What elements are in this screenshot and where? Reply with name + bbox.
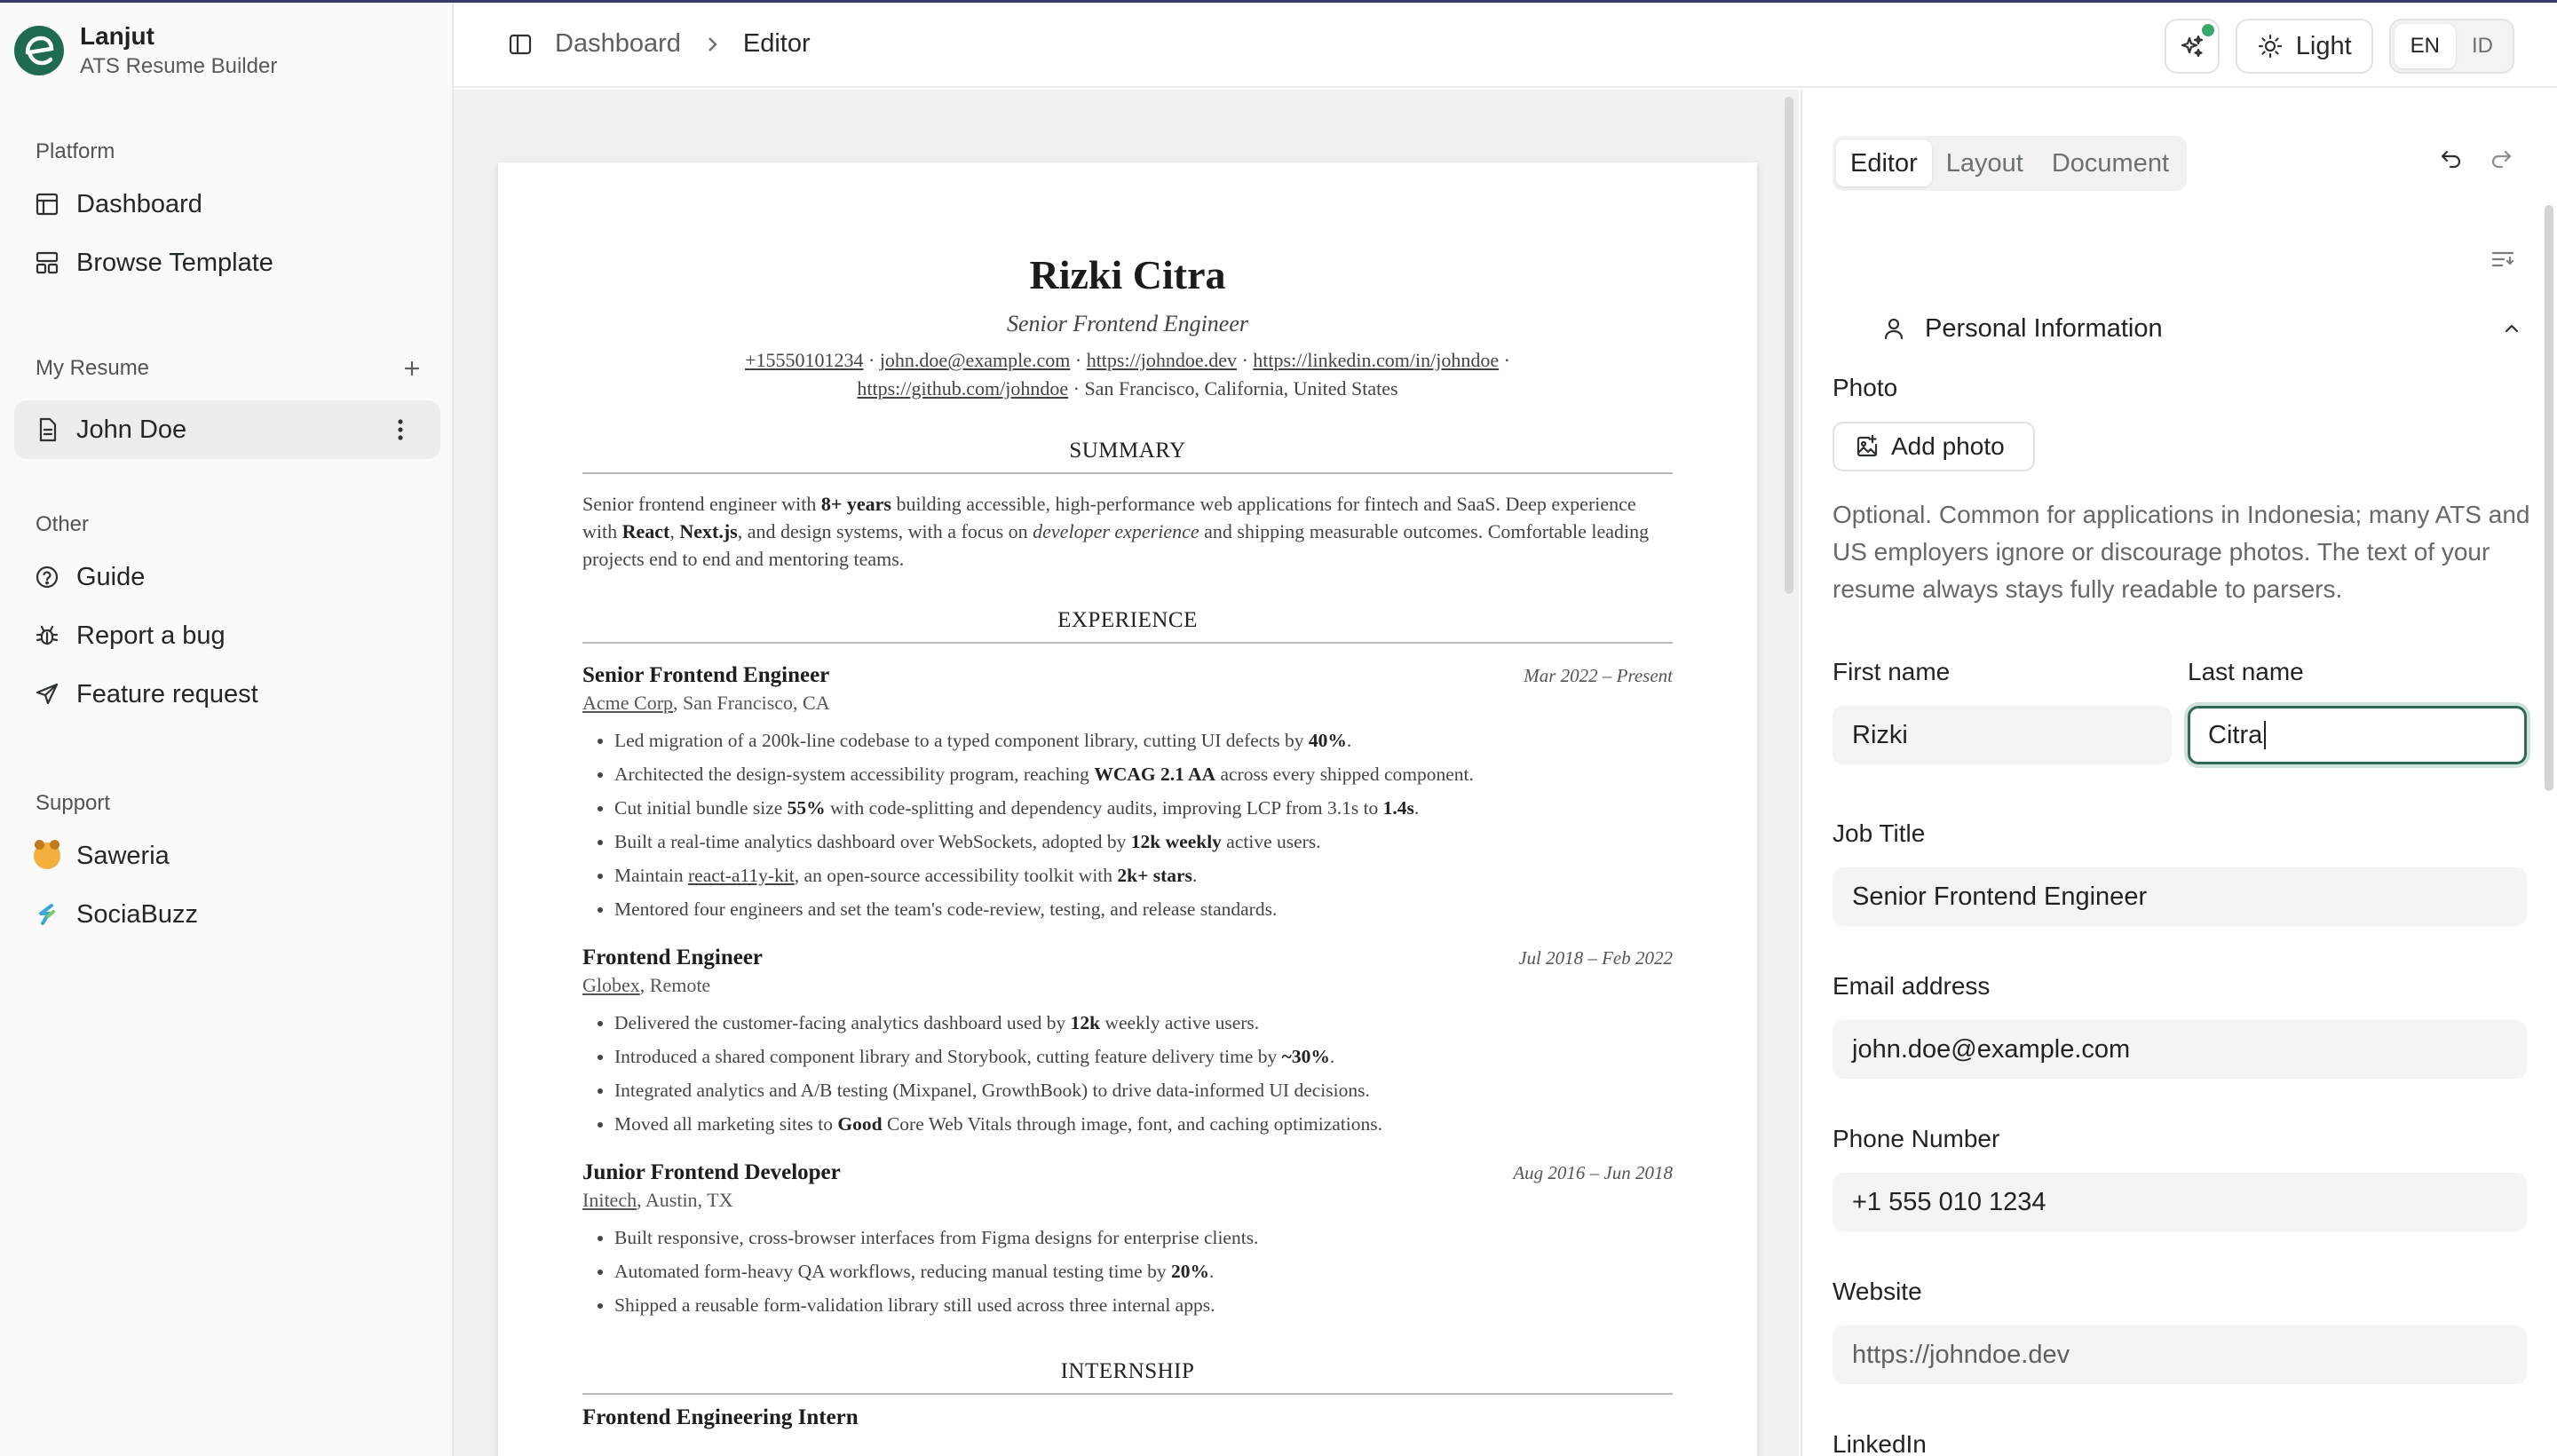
language-switcher [2389, 19, 2514, 74]
lang-id-button[interactable]: ID [2472, 34, 2493, 58]
editor-panel [1801, 90, 2557, 1456]
undo-redo-group [2438, 145, 2514, 171]
job-entry [582, 946, 1673, 1141]
sidebar-item-label: John Doe [76, 415, 187, 444]
bullet: • Built responsive, cross-browser interfaces from Figma designs for enterprise clients. [614, 1221, 1673, 1254]
top-actions [2165, 19, 2514, 74]
sociabuzz-icon [34, 901, 60, 928]
linkedin-label: LinkedIn [1833, 1430, 1927, 1456]
text-caret [2264, 721, 2266, 749]
add-photo-label: Add photo [1891, 432, 2005, 460]
job-role: Senior Frontend Engineer [582, 663, 830, 687]
job-dates: Jul 2018 – Feb 2022 [1518, 947, 1673, 969]
breadcrumb-editor: Editor [742, 29, 811, 58]
job-bullets [582, 1006, 1673, 1141]
bullet: • Built a real-time analytics dashboard over WebSockets, adopted by 12k weekly active users. [614, 825, 1673, 859]
resume-preview-canvas[interactable] [454, 90, 1799, 1456]
editor-tabs [1833, 136, 2187, 191]
phone-input[interactable]: +1 555 010 1234 [1833, 1173, 2527, 1231]
bullet: • Shipped a reusable form-validation library still used across three internal apps. [614, 1288, 1673, 1322]
bullet: • Led migration of a 200k-line codebase to a typed component library, cutting UI defects by 40%. [614, 724, 1673, 757]
lang-en-button[interactable]: EN [2395, 24, 2456, 68]
sidebar-item-label: SociaBuzz [76, 899, 199, 929]
sidebar-item-label: Browse Template [76, 248, 273, 277]
panel-scrollbar[interactable] [2545, 205, 2553, 791]
job-title-label: Job Title [1833, 819, 1926, 847]
section-summary-heading: SUMMARY [582, 439, 1673, 474]
section-experience-heading: EXPERIENCE [582, 608, 1673, 644]
section-internship-heading: INTERNSHIP [582, 1359, 1673, 1395]
resume-page [498, 162, 1757, 1456]
phone-label: Phone Number [1833, 1125, 2000, 1152]
reorder-list-icon[interactable] [2490, 246, 2516, 273]
name-row [1833, 658, 2527, 764]
tab-layout[interactable]: Layout [1945, 148, 2023, 178]
sidebar-item-report-bug[interactable] [14, 606, 440, 665]
bullet: • Integrated analytics and A/B testing (Mixpanel, GrowthBook) to drive data-informed UI decisions. [614, 1073, 1673, 1107]
email-label: Email address [1833, 972, 1991, 1000]
summary-text: Senior frontend engineer with 8+ years building accessible, high-performance web applications for fintech and SaaS. Deep experience with React, Next.js, and design systems, with a focus on developer experience and shipping measurable outcomes. Comfortable leading projects end to end and mentoring teams. [582, 493, 1650, 570]
image-plus-icon [1854, 433, 1880, 460]
sidebar-item-sociabuzz[interactable] [14, 885, 440, 944]
last-name-input[interactable]: Citra [2188, 706, 2527, 764]
undo-icon[interactable] [2438, 145, 2465, 171]
job-bullets [582, 1221, 1673, 1322]
email-block [1833, 972, 2527, 1079]
breadcrumb-dashboard[interactable]: Dashboard [555, 29, 681, 58]
template-icon [34, 249, 60, 276]
file-icon [34, 416, 60, 443]
contact-phone[interactable]: +15550101234 [745, 349, 864, 371]
phone-block [1833, 1125, 2527, 1231]
sidebar-item-label: Saweria [76, 841, 170, 870]
bullet: • Maintain react-a11y-kit, an open-source accessibility toolkit with 2k+ stars. [614, 859, 1673, 892]
send-icon [34, 681, 60, 708]
preview-scrollbar[interactable] [1785, 97, 1793, 594]
bullet: • Automated form-heavy QA workflows, reducing manual testing time by 20%. [614, 1254, 1673, 1288]
website-input[interactable]: https://johndoe.dev [1833, 1325, 2527, 1384]
user-icon [1880, 315, 1907, 342]
sidebar-item-label: Feature request [76, 679, 258, 708]
contact-website[interactable]: https://johndoe.dev [1086, 349, 1237, 371]
redo-icon[interactable] [2488, 145, 2514, 171]
photo-label: Photo [1833, 374, 1898, 401]
job-bullets [582, 724, 1673, 926]
tab-editor[interactable]: Editor [1836, 140, 1932, 186]
group-label-support: Support [36, 791, 111, 815]
sun-icon [2257, 33, 2284, 59]
section-title: Personal Information [1925, 313, 2163, 343]
job-title-block [1833, 819, 2527, 926]
job-org: Globex, Remote [582, 974, 711, 996]
theme-toggle-button[interactable] [2236, 19, 2373, 74]
email-input[interactable]: john.doe@example.com [1833, 1020, 2527, 1079]
last-name-label: Last name [2188, 658, 2304, 685]
job-entry [582, 1405, 1673, 1430]
sidebar-item-dashboard[interactable] [14, 175, 440, 233]
contact-email[interactable]: john.doe@example.com [879, 349, 1071, 371]
personal-info-form [1833, 374, 2530, 1456]
job-role: Frontend Engineering Intern [582, 1405, 859, 1429]
nav-group-my-resume [14, 351, 440, 459]
bullet: • Delivered the customer-facing analytics dashboard used by 12k weekly active users. [614, 1006, 1673, 1040]
bullet: • Architected the design-system accessibility program, reaching WCAG 2.1 AA across every shipped component. [614, 757, 1673, 791]
first-name-input[interactable]: Rizki [1833, 706, 2172, 764]
resume-contact: +15550101234 · john.doe@example.com · https://johndoe.dev · https://linkedin.com/in/johndoe · https://github.com/johndoe · San Francisco, California, United States [745, 349, 1510, 400]
chevron-up-icon[interactable] [2498, 315, 2525, 342]
nav-group-support [14, 786, 440, 944]
contact-linkedin[interactable]: https://linkedin.com/in/johndoe [1253, 349, 1500, 371]
sidebar [0, 3, 454, 1456]
bullet: • Mentored four engineers and set the team's code-review, testing, and release standards. [614, 892, 1673, 926]
resume-title: Senior Frontend Engineer [1007, 311, 1248, 336]
linkedin-block [1833, 1430, 2527, 1456]
nav-group-platform [14, 134, 440, 292]
contact-location: San Francisco, California, United States [1084, 377, 1398, 400]
saweria-icon [34, 843, 60, 869]
group-label-other: Other [36, 512, 90, 536]
job-title-input[interactable]: Senior Frontend Engineer [1833, 867, 2527, 926]
bug-icon [34, 622, 60, 649]
notification-dot [2202, 24, 2214, 36]
first-name-label: First name [1833, 658, 1951, 685]
brand[interactable] [14, 22, 277, 79]
sidebar-item-label: Dashboard [76, 189, 202, 218]
nav-group-other [14, 507, 440, 724]
layout-icon [34, 191, 60, 218]
ai-sparkle-button[interactable] [2165, 19, 2220, 74]
sidebar-item-saweria[interactable] [14, 827, 440, 885]
sidebar-item-label: Guide [76, 562, 146, 591]
group-label-my-resume: My Resume [14, 351, 440, 386]
project-link[interactable]: react-a11y-kit [688, 865, 795, 886]
job-org: Acme Corp, San Francisco, CA [582, 692, 830, 714]
personal-info-header[interactable] [1833, 299, 2525, 358]
sidebar-item-browse-template[interactable] [14, 233, 440, 292]
breadcrumb [507, 29, 811, 59]
group-label-platform: Platform [36, 139, 115, 163]
chevron-right-icon [702, 35, 722, 54]
plus-icon[interactable] [401, 358, 423, 379]
help-circle-icon [34, 564, 60, 590]
resume-name: Rizki Citra [1029, 252, 1226, 297]
job-entry [582, 663, 1673, 926]
job-role: Junior Frontend Developer [582, 1160, 841, 1184]
job-org: Initech, Austin, TX [582, 1189, 733, 1211]
website-label: Website [1833, 1278, 1922, 1305]
bullet: • Cut initial bundle size 55% with code-splitting and dependency audits, improving LCP from 3.1s to 1.4s. [614, 791, 1673, 825]
bullet: • Introduced a shared component library and Storybook, cutting feature delivery time by ~30%. [614, 1040, 1673, 1073]
sidebar-item-guide[interactable] [14, 548, 440, 606]
job-role: Frontend Engineer [582, 946, 764, 969]
topbar [454, 3, 2557, 88]
job-dates: Mar 2022 – Present [1524, 665, 1673, 686]
sidebar-item-john-doe[interactable] [14, 400, 440, 459]
website-block [1833, 1278, 2527, 1384]
sidebar-item-label: Report a bug [76, 621, 226, 650]
sparkles-icon [2179, 33, 2205, 59]
job-dates: Aug 2016 – Jun 2018 [1513, 1162, 1673, 1183]
theme-label: Light [2295, 31, 2352, 60]
tab-document[interactable]: Document [2051, 148, 2170, 178]
bullet: • Moved all marketing sites to Good Core Web Vitals through image, font, and caching optimizations. [614, 1107, 1673, 1141]
kebab-menu-icon[interactable] [387, 416, 414, 443]
add-photo-button[interactable] [1833, 422, 2035, 471]
brand-subtitle: ATS Resume Builder [80, 54, 278, 78]
sidebar-item-feature-request[interactable] [14, 665, 440, 724]
contact-github[interactable]: https://github.com/johndoe [857, 377, 1069, 400]
job-entry [582, 1160, 1673, 1322]
brand-name: Lanjut [80, 22, 154, 50]
sidebar-toggle-icon[interactable] [507, 31, 534, 58]
photo-help-text: Optional. Common for applications in Indonesia; many ATS and US employers ignore or discourage photos. The text of your resume always stays fully readable to parsers. [1833, 501, 2530, 603]
lanjut-logo-icon [14, 26, 64, 75]
